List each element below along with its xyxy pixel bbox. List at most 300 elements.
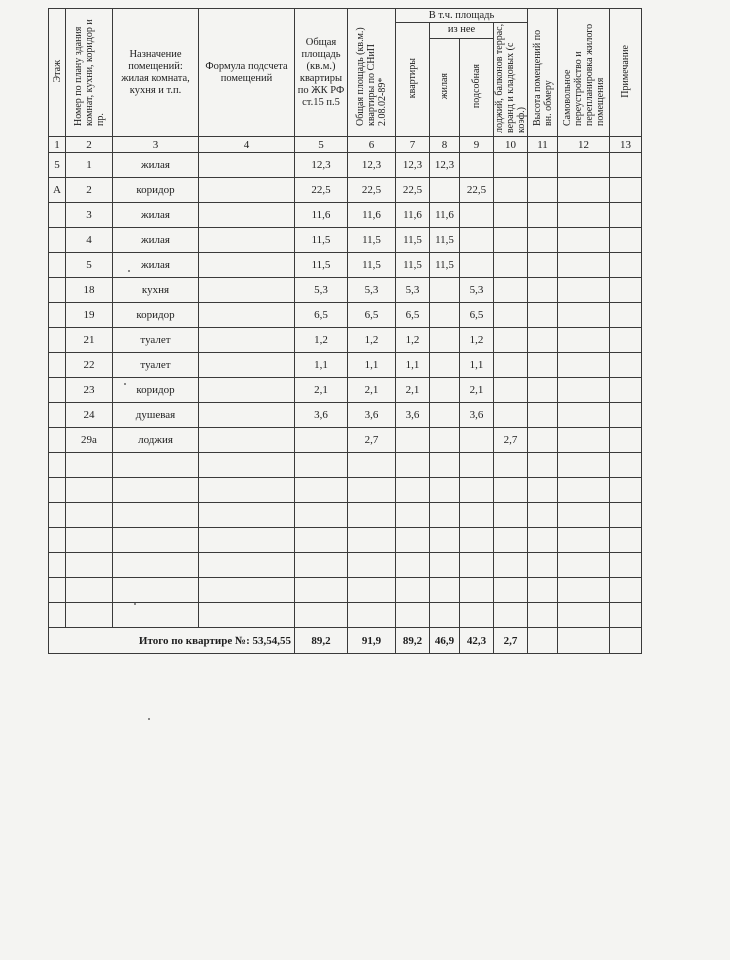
table-row [49, 378, 642, 403]
table-row [49, 428, 642, 453]
table-cell [199, 178, 295, 203]
table-cell [494, 178, 528, 203]
table-cell [295, 428, 348, 453]
table-row [49, 553, 642, 578]
scan-speck [134, 603, 136, 605]
table-cell [295, 553, 348, 578]
table-cell [49, 353, 66, 378]
scan-speck [128, 270, 130, 272]
table-cell [430, 603, 460, 628]
table-cell: туалет [113, 328, 199, 353]
column-number-cell: 5 [295, 137, 348, 153]
table-cell [49, 503, 66, 528]
table-cell [66, 553, 113, 578]
table-cell [49, 378, 66, 403]
table-cell: 1,1 [348, 353, 396, 378]
table-cell: 29а [66, 428, 113, 453]
table-cell [610, 278, 642, 303]
column-number-cell: 13 [610, 137, 642, 153]
table-cell: 3 [66, 203, 113, 228]
table-cell [558, 553, 610, 578]
table-body [49, 153, 642, 628]
table-cell [430, 478, 460, 503]
table-cell: туалет [113, 353, 199, 378]
table-cell [348, 528, 396, 553]
table-cell [49, 603, 66, 628]
table-cell: 11,6 [348, 203, 396, 228]
table-cell [558, 353, 610, 378]
table-cell: 3,6 [460, 403, 494, 428]
column-number-cell: 12 [558, 137, 610, 153]
table-cell [295, 578, 348, 603]
total-cell [528, 628, 558, 654]
table-cell [348, 453, 396, 478]
table-cell: 1,2 [295, 328, 348, 353]
table-cell [199, 553, 295, 578]
table-cell [558, 528, 610, 553]
table-cell [460, 253, 494, 278]
table-cell [430, 553, 460, 578]
table-cell [66, 478, 113, 503]
table-cell [494, 378, 528, 403]
table-cell [49, 578, 66, 603]
column-number-row [49, 137, 642, 153]
table-cell [295, 453, 348, 478]
table-cell [199, 503, 295, 528]
table-cell [610, 453, 642, 478]
table-cell [528, 353, 558, 378]
table-cell [610, 228, 642, 253]
table-cell [460, 453, 494, 478]
table-cell: коридор [113, 303, 199, 328]
table-cell: 1,1 [460, 353, 494, 378]
table-cell: жилая [113, 228, 199, 253]
table-cell [430, 353, 460, 378]
header-group-of-which: из нее [430, 23, 494, 39]
table-cell [199, 328, 295, 353]
table-cell [528, 153, 558, 178]
table-cell: 3,6 [348, 403, 396, 428]
table-cell: 11,5 [396, 253, 430, 278]
table-cell [528, 328, 558, 353]
table-row [49, 453, 642, 478]
table-cell [528, 378, 558, 403]
table-cell [610, 503, 642, 528]
table-cell [199, 428, 295, 453]
column-number-cell: 7 [396, 137, 430, 153]
table-cell [49, 253, 66, 278]
table-cell [113, 603, 199, 628]
table-cell: 11,5 [295, 228, 348, 253]
table-cell [430, 328, 460, 353]
header-apartment: квартиры [396, 23, 430, 137]
table-cell [66, 503, 113, 528]
table-cell [199, 578, 295, 603]
table-cell: 11,5 [295, 253, 348, 278]
table-cell: 24 [66, 403, 113, 428]
table-cell [610, 403, 642, 428]
table-cell [199, 403, 295, 428]
table-cell [558, 503, 610, 528]
table-cell: кухня [113, 278, 199, 303]
header-note: Примечание [610, 9, 642, 137]
table-cell [430, 578, 460, 603]
table-cell [199, 453, 295, 478]
header-height: Высота помещений по вн. обмеру [528, 9, 558, 137]
table-cell: 1,2 [396, 328, 430, 353]
table-cell [199, 478, 295, 503]
column-number-cell: 3 [113, 137, 199, 153]
table-cell [430, 428, 460, 453]
table-cell [49, 303, 66, 328]
table-cell [396, 553, 430, 578]
table-cell [528, 228, 558, 253]
table-cell [49, 528, 66, 553]
table-cell [430, 303, 460, 328]
table-cell: 5 [49, 153, 66, 178]
apartment-explication-table [48, 8, 642, 654]
table-cell [199, 378, 295, 403]
table-cell: А [49, 178, 66, 203]
table-cell [430, 503, 460, 528]
table-row [49, 328, 642, 353]
table-cell [396, 603, 430, 628]
table-cell [295, 603, 348, 628]
table-cell: 2,1 [295, 378, 348, 403]
table-cell [49, 553, 66, 578]
table-cell [199, 253, 295, 278]
table-cell [199, 528, 295, 553]
table-cell [113, 578, 199, 603]
header-total-area-lc: Общая площадь (кв.м.) квартиры по ЖК РФ ст.15 п.5 [295, 9, 348, 137]
table-cell [494, 153, 528, 178]
table-cell [66, 603, 113, 628]
table-cell [610, 253, 642, 278]
table-cell [113, 453, 199, 478]
table-cell [528, 478, 558, 503]
table-cell [348, 578, 396, 603]
table-cell: душевая [113, 403, 199, 428]
table-cell [558, 178, 610, 203]
table-cell: 6,5 [348, 303, 396, 328]
scan-speck [124, 383, 126, 385]
table-cell [396, 428, 430, 453]
table-cell [460, 478, 494, 503]
table-cell [558, 403, 610, 428]
table-cell: 5,3 [460, 278, 494, 303]
table-cell: 11,6 [396, 203, 430, 228]
table-cell [396, 578, 430, 603]
table-cell: 2,7 [348, 428, 396, 453]
table-cell: 2 [66, 178, 113, 203]
table-cell: жилая [113, 203, 199, 228]
table-row [49, 503, 642, 528]
table-row [49, 203, 642, 228]
table-cell [348, 478, 396, 503]
table-cell [430, 278, 460, 303]
total-cell [610, 628, 642, 654]
table-cell: 11,6 [430, 203, 460, 228]
table-row [49, 178, 642, 203]
table-cell [199, 303, 295, 328]
table-cell [396, 453, 430, 478]
table-cell: 2,1 [460, 378, 494, 403]
table-cell [113, 478, 199, 503]
table-cell: лоджия [113, 428, 199, 453]
total-cell: 42,3 [460, 628, 494, 654]
total-row [49, 628, 642, 654]
table-cell [396, 528, 430, 553]
table-cell: 21 [66, 328, 113, 353]
total-cell [558, 628, 610, 654]
table-cell [49, 228, 66, 253]
column-number-cell: 11 [528, 137, 558, 153]
table-cell [199, 153, 295, 178]
table-cell [199, 228, 295, 253]
table-cell [430, 453, 460, 478]
table-cell: коридор [113, 378, 199, 403]
table-cell: 5,3 [348, 278, 396, 303]
table-cell [430, 378, 460, 403]
table-cell [348, 603, 396, 628]
table-cell [348, 503, 396, 528]
table-cell: 3,6 [396, 403, 430, 428]
table-cell [528, 253, 558, 278]
table-row [49, 603, 642, 628]
table-cell [460, 578, 494, 603]
total-cell: 89,2 [396, 628, 430, 654]
table-row [49, 153, 642, 178]
column-number-cell: 6 [348, 137, 396, 153]
table-cell: 6,5 [295, 303, 348, 328]
table-cell: 5 [66, 253, 113, 278]
table-cell [528, 428, 558, 453]
table-cell [460, 503, 494, 528]
table-cell: коридор [113, 178, 199, 203]
table-cell [199, 353, 295, 378]
column-number-cell: 9 [460, 137, 494, 153]
table-cell [199, 278, 295, 303]
table-cell [295, 503, 348, 528]
table-row [49, 528, 642, 553]
table-cell [49, 278, 66, 303]
table-cell [494, 503, 528, 528]
table-cell [460, 153, 494, 178]
table-cell [66, 578, 113, 603]
table-cell [610, 578, 642, 603]
table-cell [199, 603, 295, 628]
table-cell [528, 553, 558, 578]
table-cell: 11,5 [430, 253, 460, 278]
header-total-area-snip: Общая площадь (кв.м.) квартиры по СНиП 2.08.02-89* [348, 9, 396, 137]
table-cell [396, 478, 430, 503]
header-room-number: Номер по плану здания комнат, кухни, коридор и пр. [66, 9, 113, 137]
table-cell [558, 378, 610, 403]
table-cell [558, 428, 610, 453]
table-cell [610, 203, 642, 228]
table-cell [558, 228, 610, 253]
table-cell [494, 253, 528, 278]
table-cell [610, 303, 642, 328]
table-row [49, 403, 642, 428]
table-cell: 12,3 [396, 153, 430, 178]
table-cell [528, 603, 558, 628]
table-cell: 11,5 [396, 228, 430, 253]
column-number-cell: 4 [199, 137, 295, 153]
table-cell [558, 203, 610, 228]
table-cell [528, 203, 558, 228]
table-cell [610, 603, 642, 628]
table-cell [49, 453, 66, 478]
table-cell: 5,3 [396, 278, 430, 303]
table-cell [460, 203, 494, 228]
table-cell: 3,6 [295, 403, 348, 428]
table-row [49, 228, 642, 253]
header-group-incl-area: В т.ч. площадь [396, 9, 528, 23]
table-cell: 11,6 [295, 203, 348, 228]
table-cell [396, 503, 430, 528]
table-row [49, 253, 642, 278]
table-cell [460, 228, 494, 253]
table-cell: 12,3 [348, 153, 396, 178]
table-cell [494, 278, 528, 303]
header-formula: Формула подсчета помещений [199, 9, 295, 137]
table-cell: 6,5 [396, 303, 430, 328]
column-number-cell: 2 [66, 137, 113, 153]
total-label: Итого по квартире №: 53,54,55 [49, 628, 295, 654]
header-loggias: лоджий, балконов террас, веранд и кладовых (с коэф.) [494, 23, 528, 137]
table-cell [494, 328, 528, 353]
table-cell: 19 [66, 303, 113, 328]
total-cell: 46,9 [430, 628, 460, 654]
table-cell: 1,2 [348, 328, 396, 353]
table-row [49, 278, 642, 303]
table-cell [610, 528, 642, 553]
column-number-cell: 1 [49, 137, 66, 153]
table-cell [558, 578, 610, 603]
header-redevelopment: Самовольное переустройство и перепланировка жилого помещения [558, 9, 610, 137]
table-cell [430, 403, 460, 428]
table-cell: жилая [113, 153, 199, 178]
table-cell [610, 428, 642, 453]
table-cell: 11,5 [348, 253, 396, 278]
table-cell: 12,3 [430, 153, 460, 178]
table-cell: 11,5 [348, 228, 396, 253]
table-cell [460, 553, 494, 578]
table-cell [610, 328, 642, 353]
table-cell [199, 203, 295, 228]
table-cell [610, 553, 642, 578]
table-cell [494, 453, 528, 478]
table-cell [66, 528, 113, 553]
table-cell [494, 303, 528, 328]
table-cell [558, 603, 610, 628]
table-cell: 2,7 [494, 428, 528, 453]
table-cell [66, 453, 113, 478]
table-cell: 22,5 [295, 178, 348, 203]
table-cell [460, 603, 494, 628]
table-cell: 22,5 [396, 178, 430, 203]
table-cell [49, 328, 66, 353]
column-number-cell: 10 [494, 137, 528, 153]
table-cell [528, 578, 558, 603]
table-cell [528, 528, 558, 553]
table-cell [610, 378, 642, 403]
table-cell [528, 178, 558, 203]
table-cell [494, 203, 528, 228]
table-cell: 1,2 [460, 328, 494, 353]
table-cell [558, 328, 610, 353]
table-cell [430, 528, 460, 553]
table-cell [528, 403, 558, 428]
table-cell [494, 403, 528, 428]
table-row [49, 478, 642, 503]
table-cell: 4 [66, 228, 113, 253]
total-cell: 91,9 [348, 628, 396, 654]
table-cell: жилая [113, 253, 199, 278]
table-cell [460, 428, 494, 453]
table-cell: 1,1 [295, 353, 348, 378]
column-number-cell: 8 [430, 137, 460, 153]
table-cell [528, 278, 558, 303]
table-cell [528, 303, 558, 328]
table-cell [558, 303, 610, 328]
table-cell [460, 528, 494, 553]
table-cell [113, 503, 199, 528]
header-floor: Этаж [49, 9, 66, 137]
table-cell [558, 453, 610, 478]
table-cell: 22,5 [348, 178, 396, 203]
table-cell [558, 478, 610, 503]
table-cell [610, 478, 642, 503]
table-cell [558, 253, 610, 278]
table-cell: 2,1 [396, 378, 430, 403]
table-cell: 1,1 [396, 353, 430, 378]
table-cell: 6,5 [460, 303, 494, 328]
table-row [49, 353, 642, 378]
table-cell: 2,1 [348, 378, 396, 403]
table-cell [49, 478, 66, 503]
table-cell [494, 478, 528, 503]
total-cell: 89,2 [295, 628, 348, 654]
scan-speck [148, 718, 150, 720]
table-cell [295, 528, 348, 553]
table-cell: 18 [66, 278, 113, 303]
table-header [49, 9, 642, 153]
header-auxiliary: подсобная [460, 38, 494, 136]
table-cell [494, 528, 528, 553]
table-cell: 22 [66, 353, 113, 378]
table-cell [348, 553, 396, 578]
table-cell [295, 478, 348, 503]
table-cell [610, 178, 642, 203]
table-cell [113, 528, 199, 553]
table-cell [610, 353, 642, 378]
table-cell [494, 553, 528, 578]
table-cell [494, 578, 528, 603]
table-cell: 23 [66, 378, 113, 403]
total-cell: 2,7 [494, 628, 528, 654]
table-cell [430, 178, 460, 203]
table-cell [494, 603, 528, 628]
table-row [49, 303, 642, 328]
table-cell [113, 553, 199, 578]
header-living: жилая [430, 38, 460, 136]
table-cell [610, 153, 642, 178]
table-cell [49, 203, 66, 228]
table-cell [49, 428, 66, 453]
table-cell: 1 [66, 153, 113, 178]
